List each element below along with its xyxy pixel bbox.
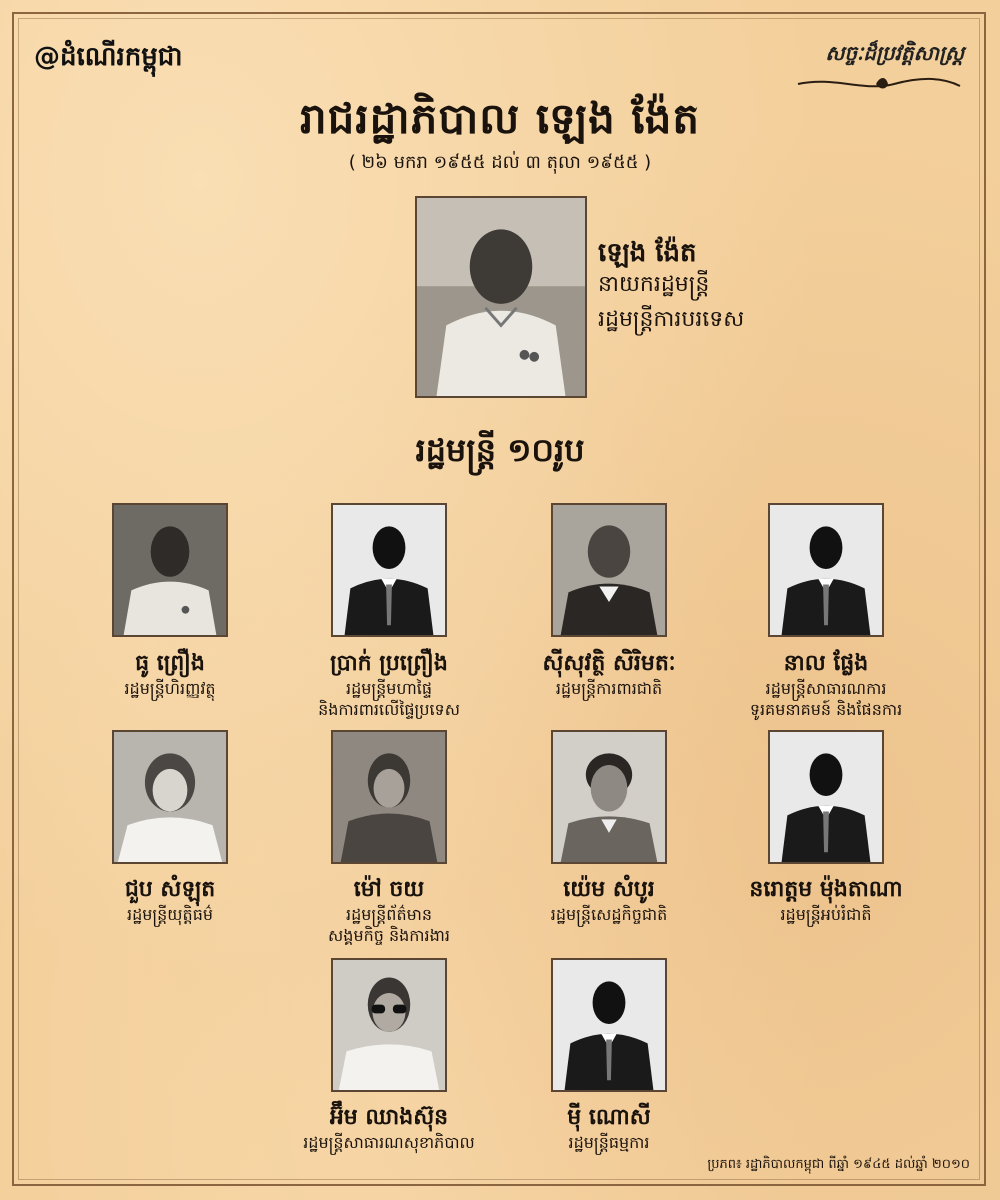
series-logo bbox=[774, 40, 964, 96]
minister-caption-2 bbox=[269, 650, 509, 720]
minister-role-continued: ទូរគមនាគមន៍ និងផែនការ bbox=[749, 700, 903, 719]
page-title: រាជរដ្ឋាភិបាល ឡេង ង៉ែត bbox=[299, 94, 701, 143]
portrait-photo-icon bbox=[114, 505, 226, 635]
minister-role-continued: និងការពារលើផ្ទៃប្រទេស bbox=[318, 700, 460, 719]
minister-role: រដ្ឋមន្ត្រីអប់រំជាតិ bbox=[780, 905, 872, 924]
minister-name: នាល ផ្លែង bbox=[783, 651, 869, 676]
minister-photo-3 bbox=[551, 503, 667, 637]
minister-role: រដ្ឋមន្ត្រីមហាផ្ទៃ bbox=[345, 679, 432, 698]
minister-photo-4 bbox=[768, 503, 884, 637]
minister-name: ប្រាក់ ប្រព្រឿង bbox=[330, 651, 448, 676]
minister-name: អ៊ឹម ឈាងស៊ុន bbox=[329, 1105, 449, 1130]
minister-photo-2 bbox=[331, 503, 447, 637]
portrait-photo-icon bbox=[553, 732, 665, 862]
source-note: ប្រភព៖ រដ្ឋាភិបាលកម្ពុជា ពីឆ្នាំ ១៩៤៥ ដល់ឆ្នាំ ២០១០ bbox=[707, 1157, 970, 1172]
minister-role: រដ្ឋមន្ត្រីហិរញ្ញវត្ថុ bbox=[124, 679, 216, 698]
minister-role: រដ្ឋមន្ត្រីព័ត៌មាន bbox=[345, 905, 432, 924]
minister-name: ម៉ី ណោសី bbox=[567, 1105, 651, 1130]
minister-photo-6 bbox=[331, 730, 447, 864]
portrait-photo-icon bbox=[417, 198, 585, 396]
portrait-photo-icon bbox=[114, 732, 226, 862]
minister-role: រដ្ឋមន្ត្រីការពារជាតិ bbox=[555, 679, 663, 698]
minister-name: ធូ ព្រឿង bbox=[135, 651, 205, 676]
minister-role: រដ្ឋមន្ត្រីសាធារណការ bbox=[765, 679, 887, 698]
minister-name: ម៉ៅ ចយ bbox=[353, 877, 425, 902]
series-title: សច្ចៈដ៏ប្រវត្តិសាស្ត្រ bbox=[825, 41, 964, 65]
minister-caption-3 bbox=[489, 650, 729, 699]
minister-role: រដ្ឋមន្ត្រីសាធារណសុខាភិបាល bbox=[303, 1133, 475, 1152]
minister-photo-9 bbox=[331, 958, 447, 1092]
minister-caption-1 bbox=[50, 650, 290, 699]
minister-role: រដ្ឋមន្ត្រីធម្មការ bbox=[568, 1133, 650, 1152]
pm-role-secondary: រដ្ឋមន្ត្រីការបរទេស bbox=[598, 307, 745, 332]
portrait-photo-icon bbox=[553, 505, 665, 635]
minister-role: រដ្ឋមន្ត្រីសេដ្ឋកិច្ចជាតិ bbox=[550, 905, 668, 924]
pm-name: ឡេង ង៉ែត bbox=[598, 238, 697, 268]
minister-caption-8 bbox=[706, 876, 946, 925]
portrait-photo-icon bbox=[333, 960, 445, 1090]
minister-caption-9 bbox=[269, 1104, 509, 1153]
minister-caption-4 bbox=[706, 650, 946, 720]
silhouette-icon bbox=[770, 732, 882, 862]
brand-handle: @ដំណើរកម្ពុជា bbox=[34, 42, 183, 72]
minister-caption-7 bbox=[489, 876, 729, 925]
minister-name: នរោត្តម ម៉ុងតាណា bbox=[749, 877, 903, 902]
pm-role-primary: នាយករដ្ឋមន្ត្រី bbox=[598, 272, 710, 297]
minister-photo-5 bbox=[112, 730, 228, 864]
minister-photo-1 bbox=[112, 503, 228, 637]
minister-name: ជួប សំឡុត bbox=[124, 877, 216, 902]
silhouette-icon bbox=[770, 505, 882, 635]
minister-photo-8 bbox=[768, 730, 884, 864]
silhouette-icon bbox=[553, 960, 665, 1090]
minister-caption-5 bbox=[50, 876, 290, 925]
minister-role: រដ្ឋមន្ត្រីយុត្តិធម៌ bbox=[126, 905, 213, 924]
date-range: ( ២៦ មករា ១៩៥៥ ដល់ ៣ តុលា ១៩៥៥ ) bbox=[348, 152, 652, 173]
minister-photo-10 bbox=[551, 958, 667, 1092]
minister-photo-7 bbox=[551, 730, 667, 864]
minister-name: ស៊ីសុវត្ថិ សិរិមតៈ bbox=[542, 651, 676, 676]
minister-role-continued: សង្គមកិច្ច និងការងារ bbox=[328, 926, 450, 945]
portrait-photo-icon bbox=[333, 732, 445, 862]
silhouette-icon bbox=[333, 505, 445, 635]
minister-caption-10 bbox=[489, 1104, 729, 1153]
section-title: រដ្ឋមន្ត្រី ១០រូប bbox=[415, 431, 585, 469]
minister-caption-6 bbox=[269, 876, 509, 946]
minister-name: យ៉េម សំបូរ bbox=[563, 877, 655, 902]
pm-photo bbox=[415, 196, 587, 398]
